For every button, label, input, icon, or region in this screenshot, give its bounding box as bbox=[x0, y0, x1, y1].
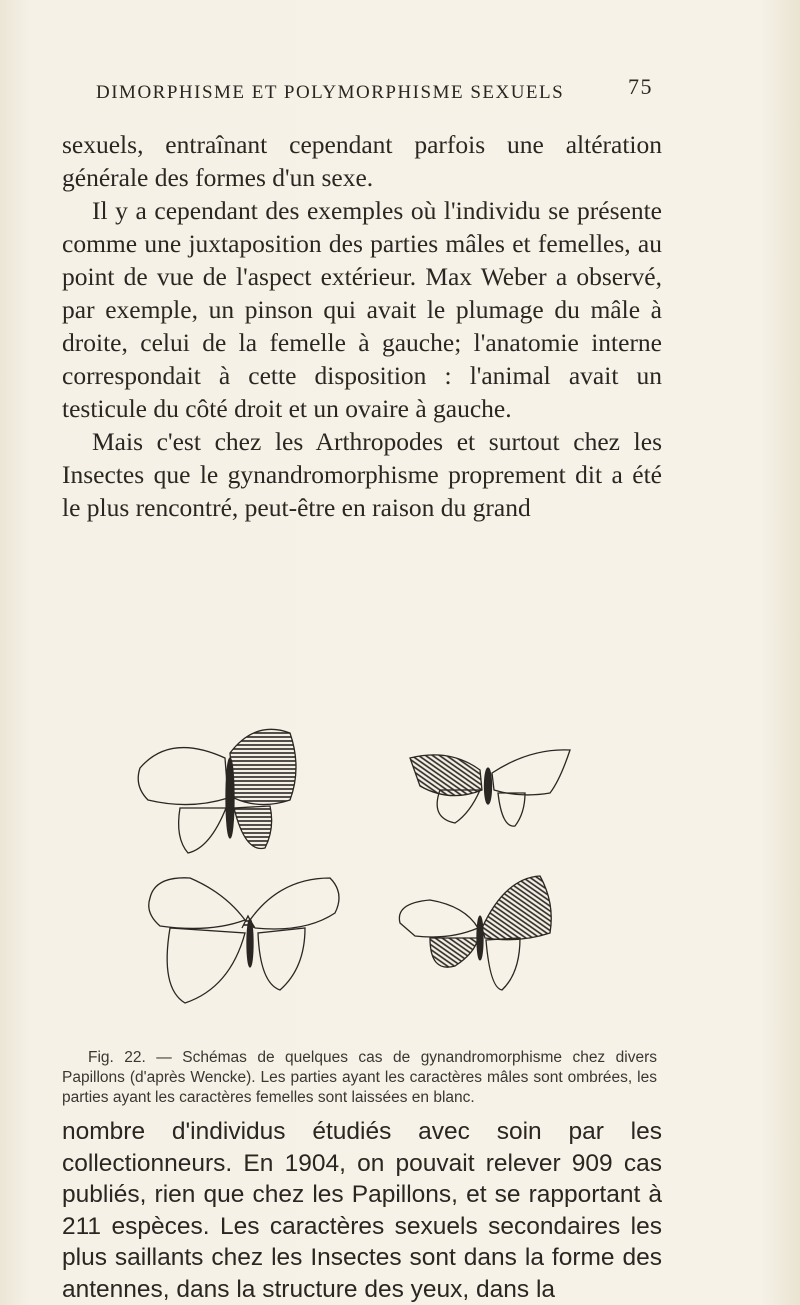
butterfly-2 bbox=[410, 750, 570, 826]
figure-butterflies bbox=[130, 728, 650, 1028]
butterfly-3 bbox=[149, 878, 339, 1003]
butterfly-4 bbox=[399, 876, 551, 990]
body-text-bottom bbox=[62, 1116, 662, 1305]
butterfly-1 bbox=[138, 729, 296, 853]
paragraph-4: nombre d'individus étudiés avec soin par les collectionneurs. En 1904, on pouvait relever 909 cas publiés, rien que chez les Papillons, et se rapportant à 211 espèces. Les caractères sexuels secondaires les plus saillants chez les Insectes sont dans la forme des antennes, dans la structure des yeux, dans la bbox=[62, 1118, 662, 1303]
running-title: DIMORPHISME ET POLYMORPHISME SEXUELS bbox=[96, 82, 565, 103]
figure-caption bbox=[62, 1048, 657, 1108]
butterfly-schematics bbox=[130, 728, 650, 1028]
paragraph-1: sexuels, entraînant cependant parfois une altération générale des formes d'un sexe. bbox=[62, 130, 662, 192]
caption-text: Fig. 22. — Schémas de quelques cas de gynandromorphisme chez divers Papillons (d'après Wencke). Les parties ayant les caractères mâles sont ombrées, les parties ayant les caractères femelles sont laissées en blanc. bbox=[62, 1049, 657, 1106]
paragraph-2: Il y a cependant des exemples où l'individu se présente comme une juxtaposition des parties mâles et femelles, au point de vue de l'aspect extérieur. Max Weber a observé, par exemple, un pinson qui avait le plumage du mâle à droite, celui de la femelle à gauche; l'anatomie interne correspondait à cette disposition : l'animal avait un testicule du côté droit et un ovaire à gauche. bbox=[62, 196, 662, 423]
paragraph-3: Mais c'est chez les Arthropodes et surtout chez les Insectes que le gynandromorphisme proprement dit a été le plus rencontré, peut-être en raison du grand bbox=[62, 427, 662, 522]
page-number: 75 bbox=[628, 74, 653, 99]
body-text-top bbox=[62, 128, 662, 524]
